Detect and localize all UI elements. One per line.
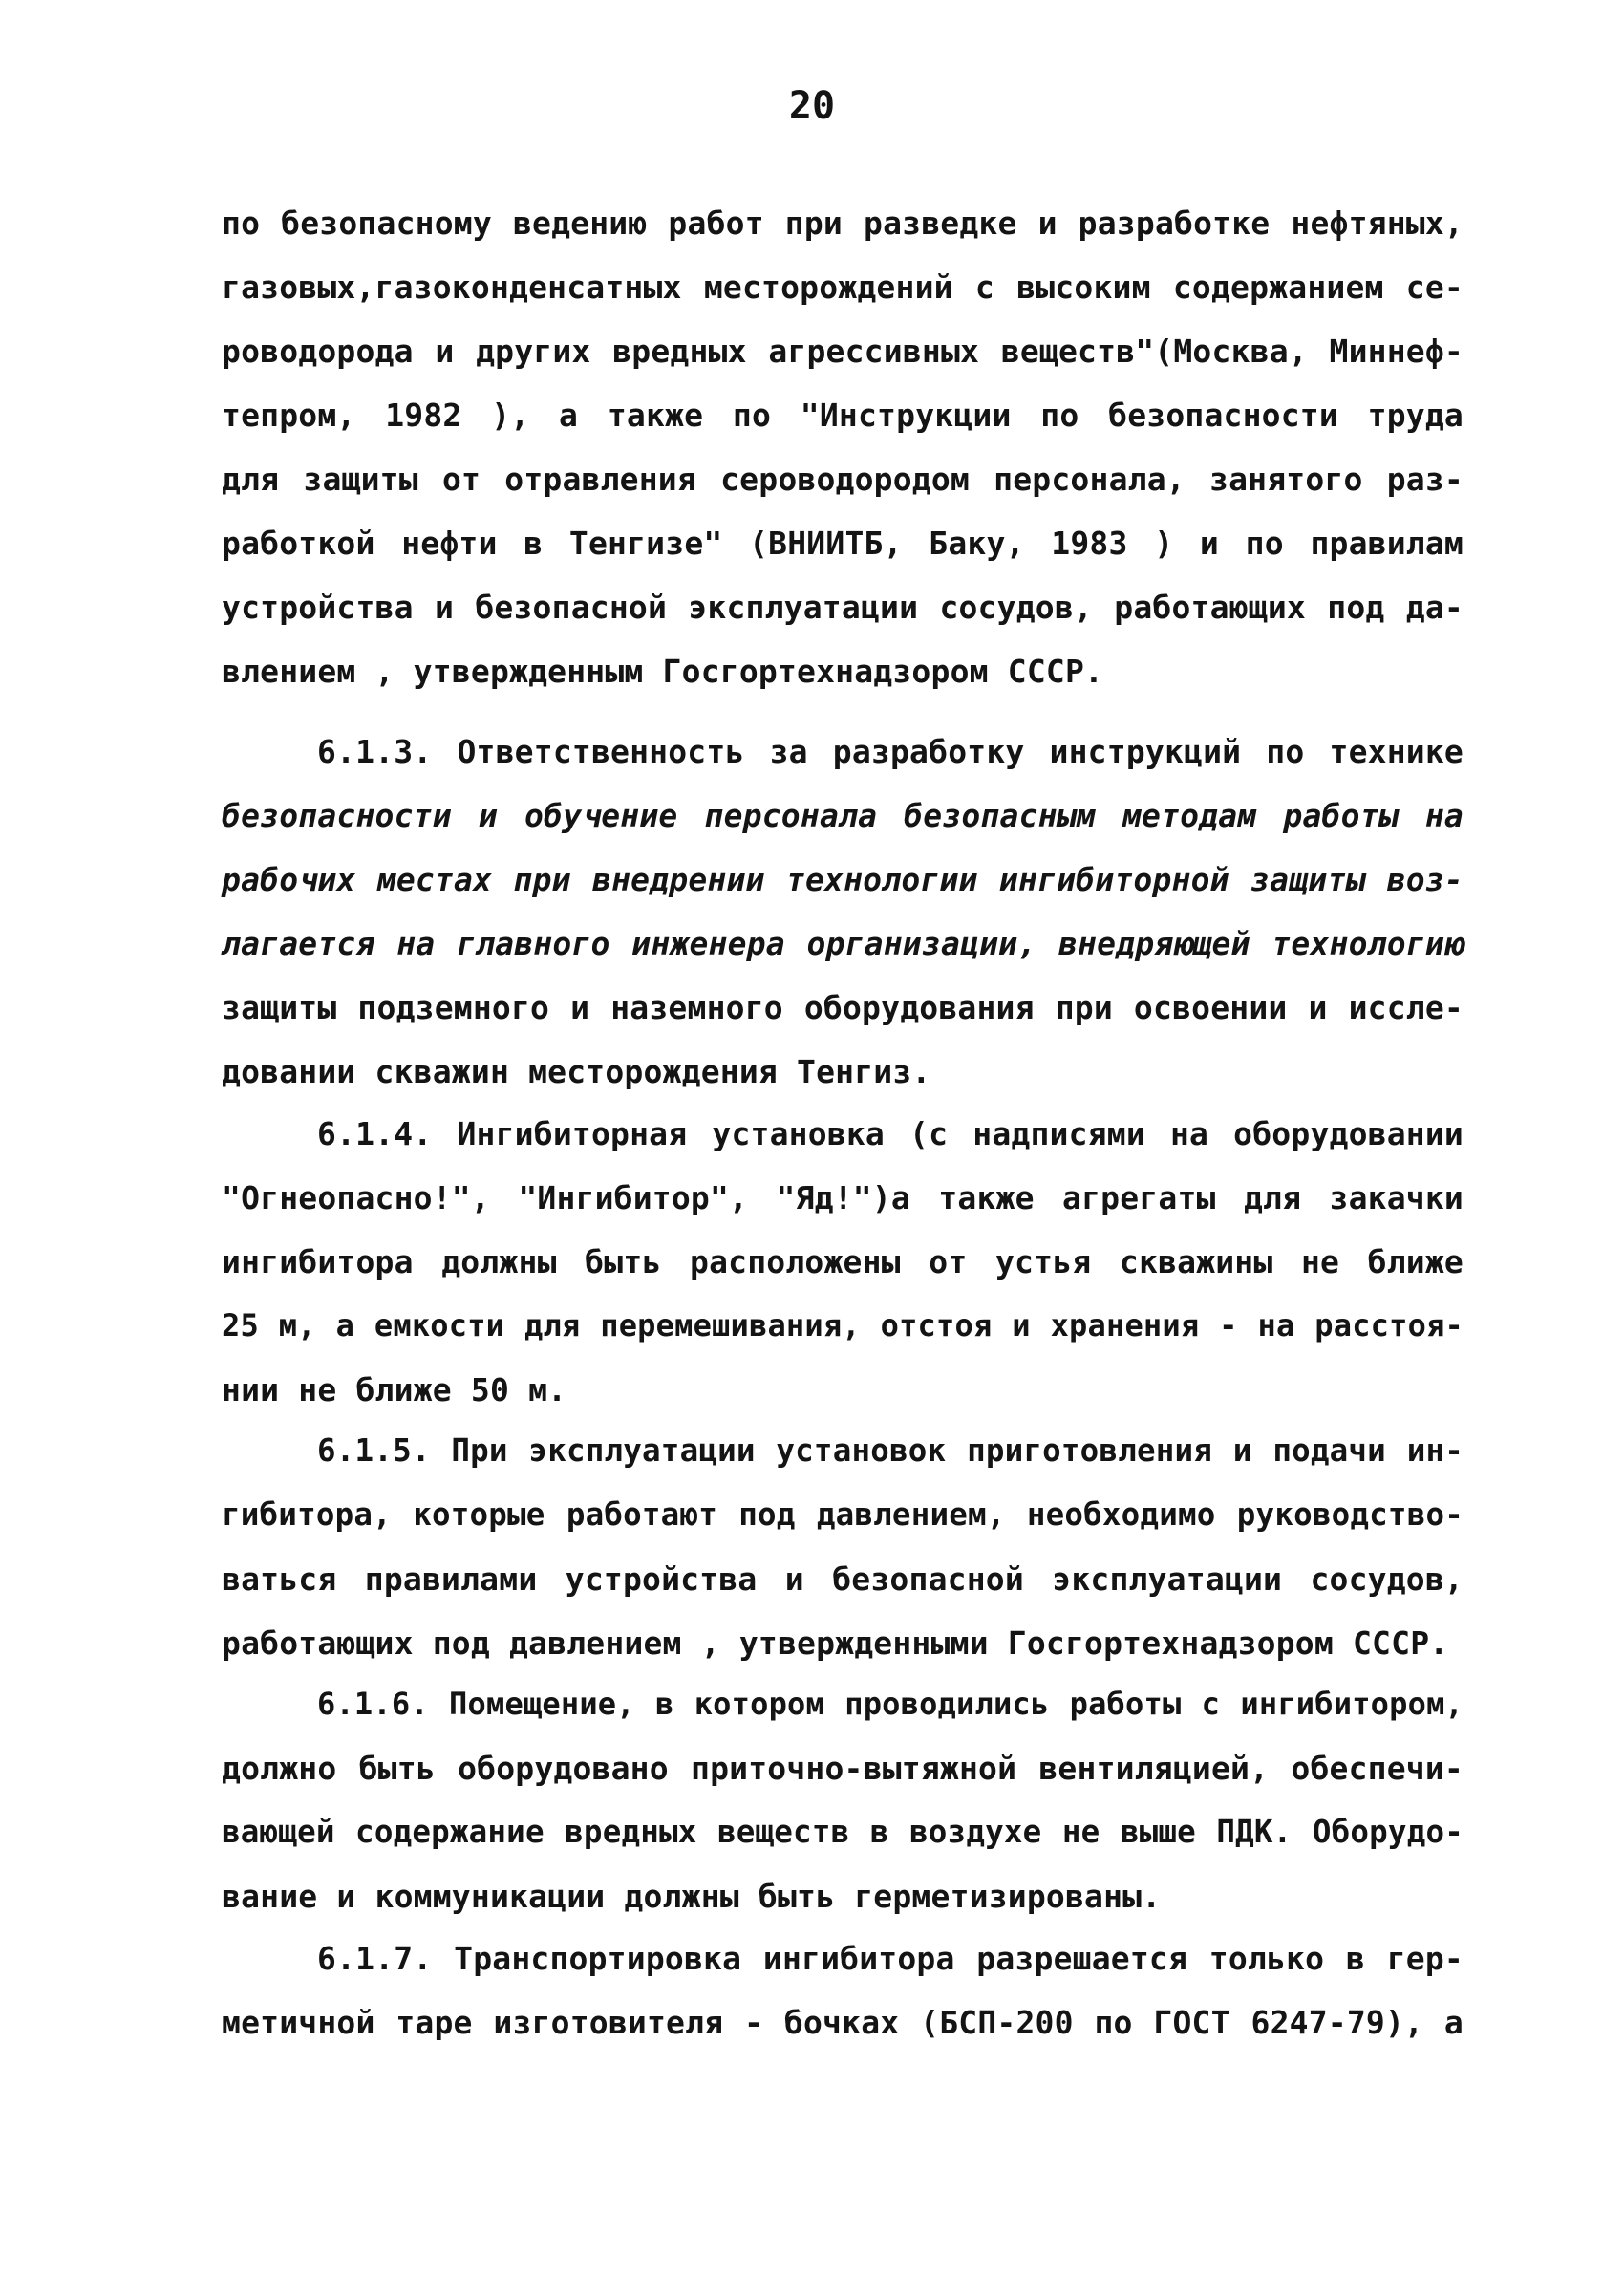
text-line: газовых,газоконденсатных месторождений с высоким содержанием се- [222,269,1464,306]
text-line: ваться правилами устройства и безопасной эксплуатации сосудов, [222,1560,1464,1598]
text-line: 6.1.7. Транспортировка ингибитора разрешается только в гер- [317,1940,1464,1977]
text-line: по безопасному ведению работ при разведке и разработке нефтяных, [222,204,1464,242]
text-line: роводорода и других вредных агрессивных веществ"(Москва, Миннеф- [222,333,1464,370]
text-line: для защиты от отравления сероводородом персонала, занятого раз- [222,461,1464,498]
text-line: влением , утвержденным Госгортехнадзором СССР. [222,653,1104,690]
text-line: 6.1.6. Помещение, в котором проводились работы с ингибитором, [317,1686,1464,1722]
text-line: "Огнеопасно!", "Ингибитор", "Яд!")а также агрегаты для закачки [222,1179,1464,1216]
text-line: 6.1.4. Ингибиторная установка (с надписями на оборудовании [317,1115,1464,1152]
paragraph-6-1-4 [222,1102,1464,1422]
text-line: устройства и безопасной эксплуатации сосудов, работающих под да- [222,589,1464,626]
text-line: 6.1.3. Ответственность за разработку инструкций по технике [317,733,1464,770]
paragraph-6-1-6 [222,1672,1464,1928]
text-line: тепром, 1982 ), а также по "Инструкции по безопасности труда [222,397,1464,434]
paragraph-6-1-7 [222,1926,1464,2054]
text-line: лагается на главного инженера организации, внедряющей технологию [222,925,1464,962]
text-line: нии не ближе 50 м. [222,1371,567,1409]
text-line: работающих под давлением , утвержденными Госгортехнадзором СССР. [222,1624,1449,1662]
text-line: безопасности и обучение персонала безопасным методам работы на [222,797,1464,834]
paragraph-6-1-5 [222,1419,1464,1675]
text-line: метичной таре изготовителя - бочках (БСП-200 по ГОСТ 6247-79), а [222,2004,1464,2041]
text-line: рабочих местах при внедрении технологии ингибиторной защиты воз- [222,861,1464,898]
text-line: работкой нефти в Тенгизе" (ВНИИТБ, Баку, 1983 ) и по правилам [222,525,1464,562]
text-line: должно быть оборудовано приточно-вытяжной вентиляцией, обеспечи- [222,1750,1464,1787]
text-line: ингибитора должны быть расположены от устья скважины не ближе [222,1243,1464,1280]
text-line: вание и коммуникации должны быть герметизированы. [222,1878,1162,1915]
paragraph-6-1-3 [222,720,1464,1104]
text-line: 25 м, а емкости для перемешивания, отстоя и хранения - на расстоя- [222,1307,1464,1344]
paragraph-continuation [222,191,1464,703]
text-line: 6.1.5. При эксплуатации установок приготовления и подачи ин- [317,1432,1464,1469]
text-line: довании скважин месторождения Тенгиз. [222,1053,931,1090]
text-line: вающей содержание вредных веществ в воздухе не выше ПДК. Оборудо- [222,1814,1464,1850]
text-line: гибитора, которые работают под давлением, необходимо руководство- [222,1496,1464,1533]
page-number: 20 [788,84,836,128]
text-line: защиты подземного и наземного оборудования при освоении и иссле- [222,989,1464,1026]
